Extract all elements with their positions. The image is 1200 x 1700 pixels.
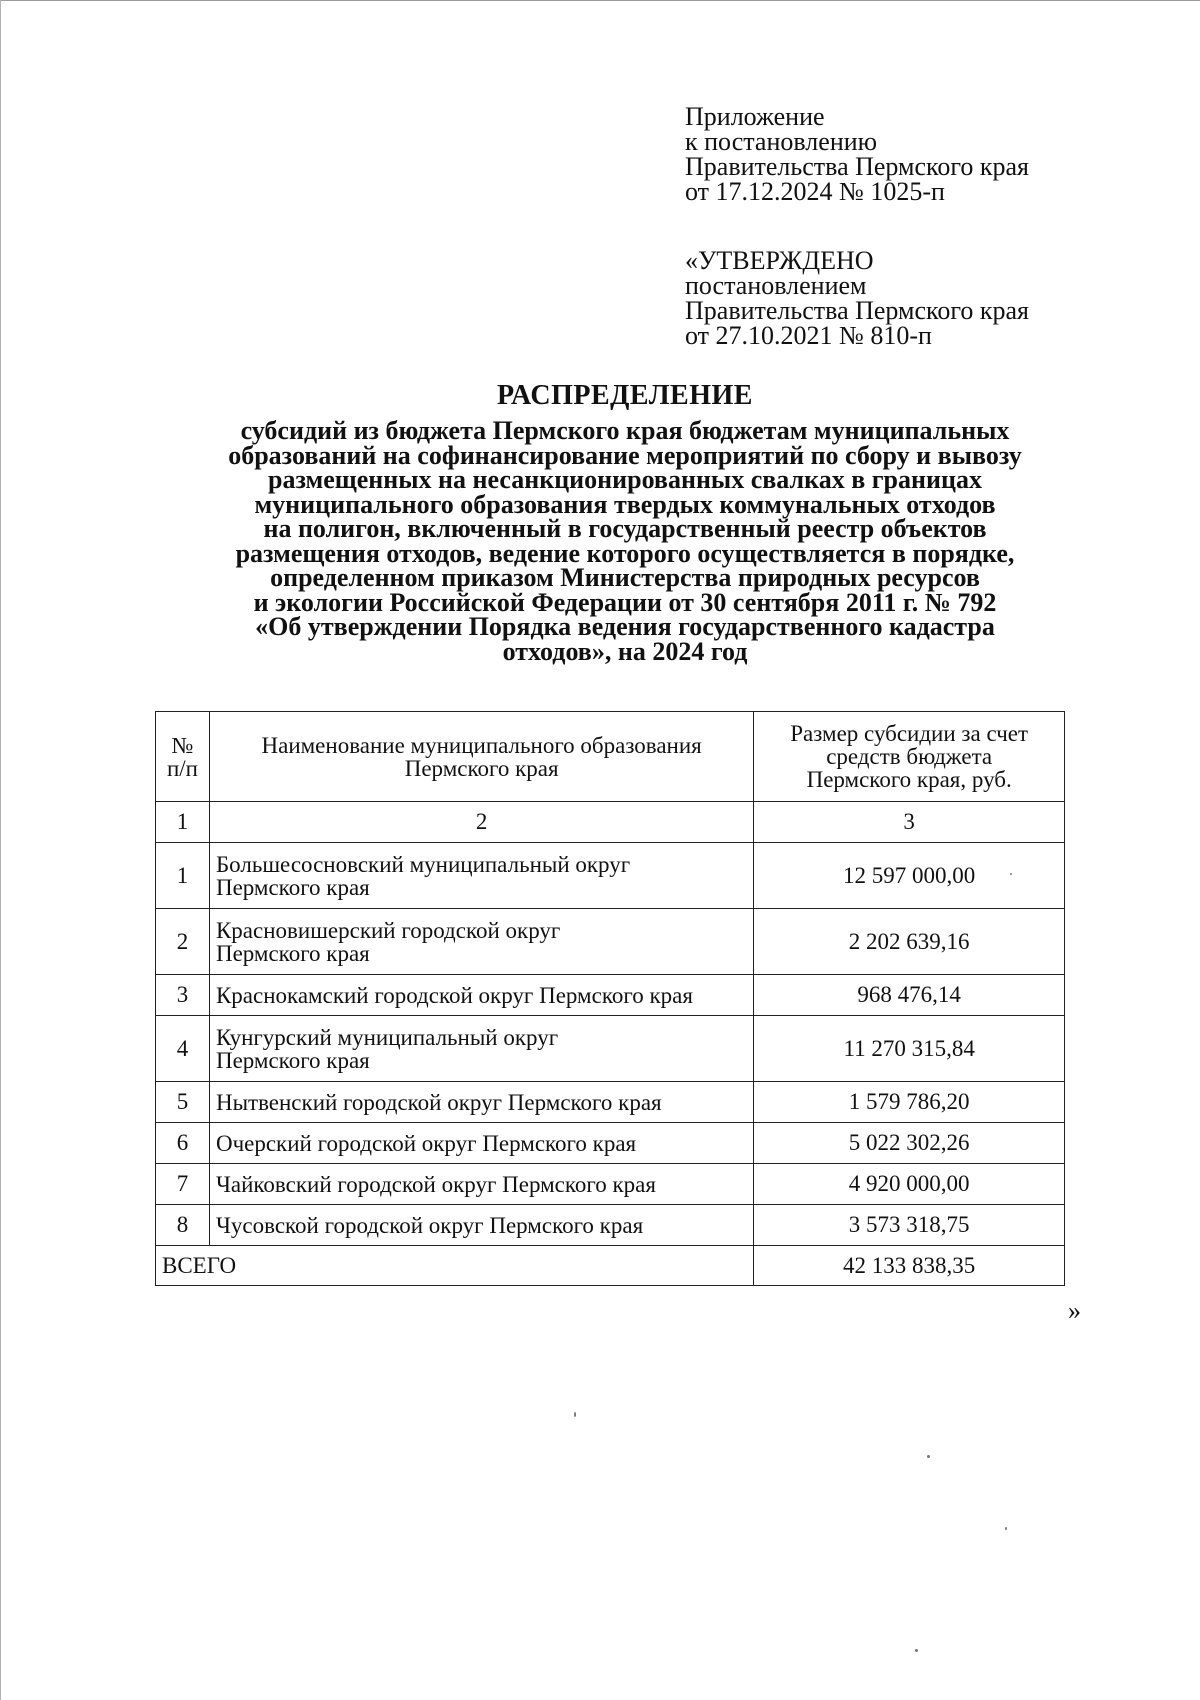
table-row — [156, 975, 1065, 1016]
municipality-name-line: Очерский городской округ Пермского края — [215, 1130, 637, 1156]
municipality-name-cell — [209, 1164, 753, 1205]
header-cell-amount — [754, 712, 1065, 802]
scan-speck — [927, 1455, 930, 1458]
subsidy-distribution-table — [155, 711, 1065, 1286]
header-cell-name — [209, 712, 753, 802]
row-number-cell: 5 — [156, 1082, 210, 1123]
subsidy-amount-cell: 2 202 639,16 — [754, 909, 1065, 975]
column-index-row — [156, 802, 1065, 843]
subsidy-amount-cell: 1 579 786,20 — [754, 1082, 1065, 1123]
approval-line: Правительства Пермского края — [685, 296, 1029, 325]
row-number-cell: 6 — [156, 1123, 210, 1164]
header-text: Размер субсидии за счет — [790, 721, 1029, 746]
table-row — [156, 843, 1065, 909]
subtitle-line: на полигон, включенный в государственный реестр объектов — [263, 514, 987, 543]
subsidy-amount-cell: 11 270 315,84 — [754, 1016, 1065, 1082]
header-text: Пермского края, руб. — [806, 767, 1012, 792]
header-cell-number — [156, 712, 210, 802]
annex-line: к постановлению — [685, 127, 878, 156]
subtitle-line: размещенных на несанкционированных свалках в границах — [268, 465, 982, 494]
total-label-cell: ВСЕГО — [156, 1246, 754, 1286]
column-index-cell: 1 — [156, 802, 210, 843]
annex-header — [685, 104, 1105, 204]
approval-line: постановлением — [685, 271, 867, 300]
header-text: Наименование муниципального образования — [261, 732, 702, 758]
table-header-row — [156, 712, 1065, 802]
subtitle-line: муниципального образования твердых коммунальных отходов — [254, 489, 996, 519]
total-amount-cell: 42 133 838,35 — [754, 1246, 1065, 1286]
table-row — [156, 1016, 1065, 1082]
subtitle-line: определенном приказом Министерства природных ресурсов — [270, 563, 980, 592]
subtitle-line: субсидий из бюджета Пермского края бюджетам муниципальных — [240, 416, 1010, 445]
row-number-cell: 2 — [156, 909, 210, 975]
subsidy-amount-cell: 12 597 000,00 — [754, 843, 1065, 909]
subtitle-line: размещения отходов, ведение которого осуществляется в порядке, — [235, 538, 1015, 568]
scan-speck — [1005, 1527, 1007, 1530]
approval-line: от 27.10.2021 № 810-п — [685, 321, 932, 350]
municipality-name-line: Краснокамский городской округ Пермского края — [215, 982, 693, 1008]
subtitle-line: отходов», на 2024 год — [502, 636, 748, 666]
row-number-cell: 1 — [156, 843, 210, 909]
annex-line: Приложение — [685, 102, 825, 131]
subsidy-amount-cell: 5 022 302,26 — [754, 1123, 1065, 1164]
row-number-cell: 8 — [156, 1205, 210, 1246]
column-index-cell: 3 — [754, 802, 1065, 843]
row-number-cell: 3 — [156, 975, 210, 1016]
table-row — [156, 909, 1065, 975]
table-total-row — [156, 1246, 1065, 1286]
municipality-name-line: Пермского края — [215, 940, 370, 966]
municipality-name-line: Чайковский городской округ Пермского края — [215, 1171, 656, 1197]
scan-speck — [915, 1649, 918, 1652]
municipality-name-line: Красновишерский городской округ — [215, 917, 561, 943]
annex-line: Правительства Пермского края — [685, 152, 1029, 181]
municipality-name-line: Кунгурский муниципальный округ — [215, 1024, 559, 1050]
row-number-cell: 7 — [156, 1164, 210, 1205]
municipality-name-cell — [209, 1123, 753, 1164]
municipality-name-cell — [209, 1205, 753, 1246]
municipality-name-cell — [209, 1016, 753, 1082]
approval-stamp-block — [685, 248, 1105, 348]
subsidy-amount-cell: 4 920 000,00 — [754, 1164, 1065, 1205]
municipality-name-line: Пермского края — [215, 874, 370, 900]
subtitle-line: «Об утверждении Порядка ведения государственного кадастра — [255, 612, 995, 641]
municipality-name-cell — [209, 1082, 753, 1123]
subsidy-amount-cell: 968 476,14 — [754, 975, 1065, 1016]
municipality-name-line: Чусовской городской округ Пермского края — [215, 1212, 644, 1238]
subtitle-line: образований на софинансирование мероприятий по сбору и вывозу — [228, 440, 1022, 470]
table-row — [156, 1164, 1065, 1205]
row-number-cell: 4 — [156, 1016, 210, 1082]
table-row — [156, 1123, 1065, 1164]
document-subtitle — [180, 416, 1070, 666]
scan-speck — [1010, 873, 1012, 875]
table-row — [156, 1082, 1065, 1123]
municipality-name-line: Большесосновский муниципальный округ — [215, 851, 631, 877]
approval-line: «УТВЕРЖДЕНО — [685, 246, 874, 275]
column-index-cell: 2 — [209, 802, 753, 843]
municipality-name-line: Пермского края — [215, 1047, 370, 1073]
scan-speck — [574, 1412, 576, 1417]
page-edge-top — [0, 0, 1200, 1]
annex-line: от 17.12.2024 № 1025-п — [685, 177, 945, 206]
subtitle-line: и экологии Российской Федерации от 30 сентября 2011 г. № 792 — [253, 587, 997, 617]
header-text: Пермского края — [404, 755, 559, 781]
municipality-name-cell — [209, 975, 753, 1016]
subsidy-amount-cell: 3 573 318,75 — [754, 1205, 1065, 1246]
document-title: РАСПРЕДЕЛЕНИЕ — [497, 380, 753, 411]
municipality-name-cell — [209, 909, 753, 975]
header-text: средств бюджета — [826, 744, 993, 769]
header-text: № — [171, 732, 194, 758]
page-edge-left — [0, 0, 1, 1700]
table-row — [156, 1205, 1065, 1246]
header-text: п/п — [166, 755, 198, 781]
closing-quote-mark: » — [1068, 1296, 1081, 1325]
municipality-name-line: Нытвенский городской округ Пермского края — [215, 1089, 662, 1115]
municipality-name-cell — [209, 843, 753, 909]
